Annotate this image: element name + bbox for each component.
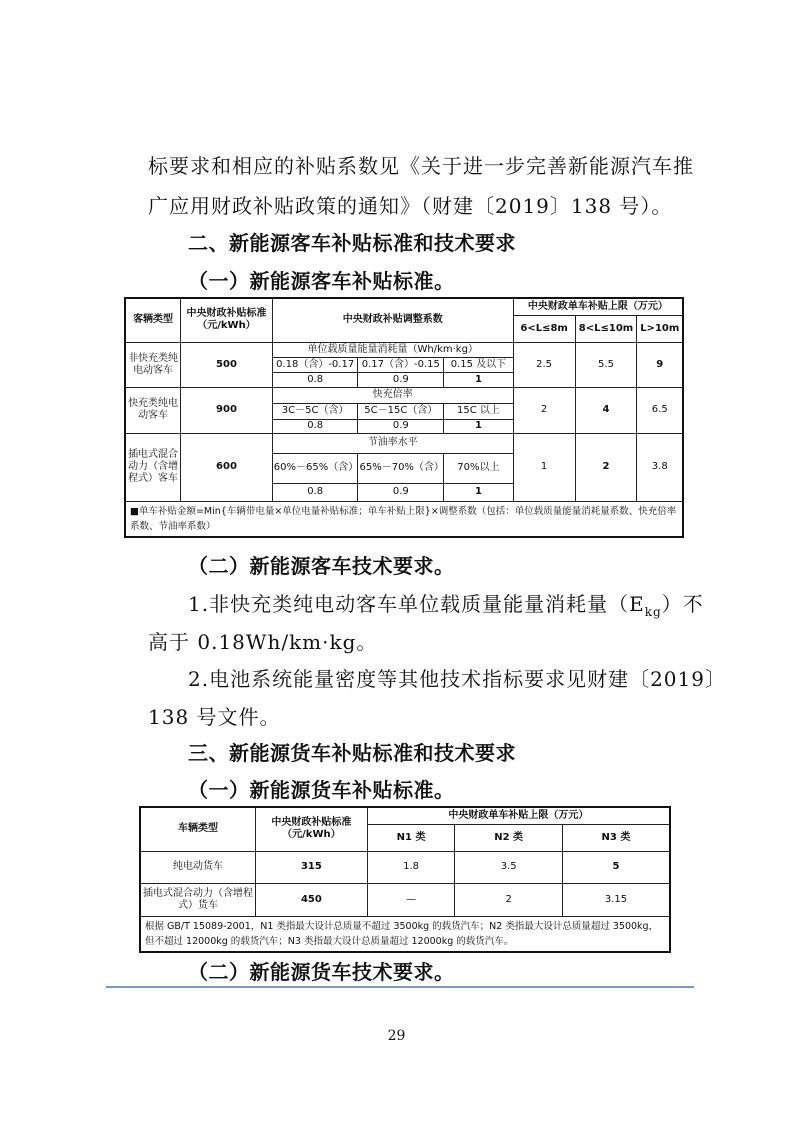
- row-n2: 3.5: [455, 851, 563, 883]
- paragraph-line: 广应用财政补贴政策的通知》（财建〔2019〕138 号）。: [148, 194, 673, 218]
- section-heading: 二、新能源客车补贴标准和技术要求: [188, 231, 516, 255]
- row-type: 插电式混合动力（含增程式）货车: [140, 883, 256, 916]
- coef-cell: 1: [444, 483, 514, 501]
- row-standard: 500: [181, 342, 273, 387]
- coef-cell: 0.9: [358, 483, 444, 501]
- row-cap-1: 1: [513, 433, 575, 501]
- row-standard: 450: [256, 883, 368, 916]
- subsection-heading: （一）新能源客车补贴标准。: [188, 269, 455, 293]
- row-cap-3: 9: [637, 342, 683, 387]
- range-cell: 15C 以上: [444, 403, 514, 419]
- range-cell: 3C－5C（含）: [272, 403, 358, 419]
- page-number: 29: [387, 1028, 406, 1044]
- header-length-1: 6<L≤8m: [513, 315, 575, 342]
- row-standard: 600: [181, 433, 273, 501]
- row-type: 插电式混合动力（含增程式）客车: [125, 433, 181, 501]
- range-cell: 5C－15C（含）: [358, 403, 444, 419]
- paragraph-text: 1.非快充类纯电动客车单位载质量能量消耗量（E: [188, 592, 645, 616]
- footer-rule: [106, 986, 694, 988]
- row-type: 非快充类纯电动客车: [125, 342, 181, 387]
- paragraph-text: ）不: [661, 592, 704, 616]
- range-cell: 65%－70%（含）: [358, 453, 444, 483]
- row-cap-2: 4: [575, 387, 637, 433]
- row-cap-2: 5.5: [575, 342, 637, 387]
- coef-cell: 1: [444, 419, 514, 433]
- header-n3: N3 类: [562, 824, 670, 851]
- header-vehicle-type: 客辆类型: [125, 298, 181, 342]
- header-vehicle-type: 车辆类型: [140, 807, 256, 851]
- range-cell: 0.15 及以下: [444, 357, 514, 372]
- row-subheader: 快充倍率: [272, 387, 513, 403]
- row-n1: 1.8: [367, 851, 455, 883]
- header-n2: N2 类: [455, 824, 563, 851]
- paragraph-line: 138 号文件。: [148, 705, 281, 729]
- subsection-heading: （二）新能源客车技术要求。: [188, 554, 455, 578]
- row-cap-3: 6.5: [637, 387, 683, 433]
- subscript: kg: [644, 605, 662, 619]
- coef-cell: 0.9: [358, 419, 444, 433]
- row-standard: 315: [256, 851, 368, 883]
- range-cell: 60%－65%（含）: [272, 453, 358, 483]
- subsection-heading: （二）新能源货车技术要求。: [188, 960, 455, 984]
- row-n2: 2: [455, 883, 563, 916]
- range-cell: 0.18（含）-0.17: [272, 357, 358, 372]
- row-standard: 900: [181, 387, 273, 433]
- row-n3: 5: [562, 851, 670, 883]
- coef-cell: 0.8: [272, 419, 358, 433]
- row-n1: —: [367, 883, 455, 916]
- row-cap-1: 2.5: [513, 342, 575, 387]
- row-cap-1: 2: [513, 387, 575, 433]
- section-heading: 三、新能源货车补贴标准和技术要求: [188, 741, 516, 765]
- header-length-3: L>10m: [637, 315, 683, 342]
- header-subsidy-cap: 中央财政单车补贴上限（万元）: [367, 807, 670, 824]
- header-subsidy-cap: 中央财政单车补贴上限（万元）: [513, 298, 683, 315]
- truck-subsidy-table: [139, 806, 671, 953]
- range-cell: 0.17（含）-0.15: [358, 357, 444, 372]
- paragraph-line: [188, 592, 704, 624]
- header-subsidy-standard: 中央财政补贴标准（元/kWh）: [181, 298, 273, 342]
- bus-subsidy-table: [124, 297, 684, 538]
- table-note: 根据 GB/T 15089-2001，N1 类指最大设计总质量不超过 3500kg 的载货汽车；N2 类指最大设计总质量超过 3500kg，但不超过 12000kg 的载货汽车；N3 类指最大设计总质量超过 12000kg 的载货汽车。: [140, 916, 670, 952]
- coef-cell: 1: [444, 372, 514, 387]
- row-subheader: 单位载质量能量消耗量（Wh/km·kg）: [272, 342, 513, 357]
- header-adjustment-coefficient: 中央财政补贴调整系数: [272, 298, 513, 342]
- coef-cell: 0.9: [358, 372, 444, 387]
- header-n1: N1 类: [367, 824, 455, 851]
- row-subheader: 节油率水平: [272, 433, 513, 453]
- range-cell: 70%以上: [444, 453, 514, 483]
- subsection-heading: （一）新能源货车补贴标准。: [188, 778, 455, 802]
- paragraph-line: 高于 0.18Wh/km·kg。: [148, 630, 378, 654]
- row-n3: 3.15: [562, 883, 670, 916]
- coef-cell: 0.8: [272, 483, 358, 501]
- row-cap-3: 3.8: [637, 433, 683, 501]
- row-type: 纯电动货车: [140, 851, 256, 883]
- coef-cell: 0.8: [272, 372, 358, 387]
- table-note: ■单车补贴金额=Min{车辆带电量×单位电量补贴标准；单车补贴上限}×调整系数（包括：单位载质量能量消耗量系数、快充倍率系数、节油率系数）: [125, 501, 683, 537]
- row-type: 快充类纯电动客车: [125, 387, 181, 433]
- header-length-2: 8<L≤10m: [575, 315, 637, 342]
- paragraph-line: 2.电池系统能量密度等其他技术指标要求见财建〔2019〕: [188, 667, 726, 691]
- paragraph-line: 标要求和相应的补贴系数见《关于进一步完善新能源汽车推: [148, 154, 694, 178]
- row-cap-2: 2: [575, 433, 637, 501]
- header-subsidy-standard: 中央财政补贴标准（元/kWh）: [256, 807, 368, 851]
